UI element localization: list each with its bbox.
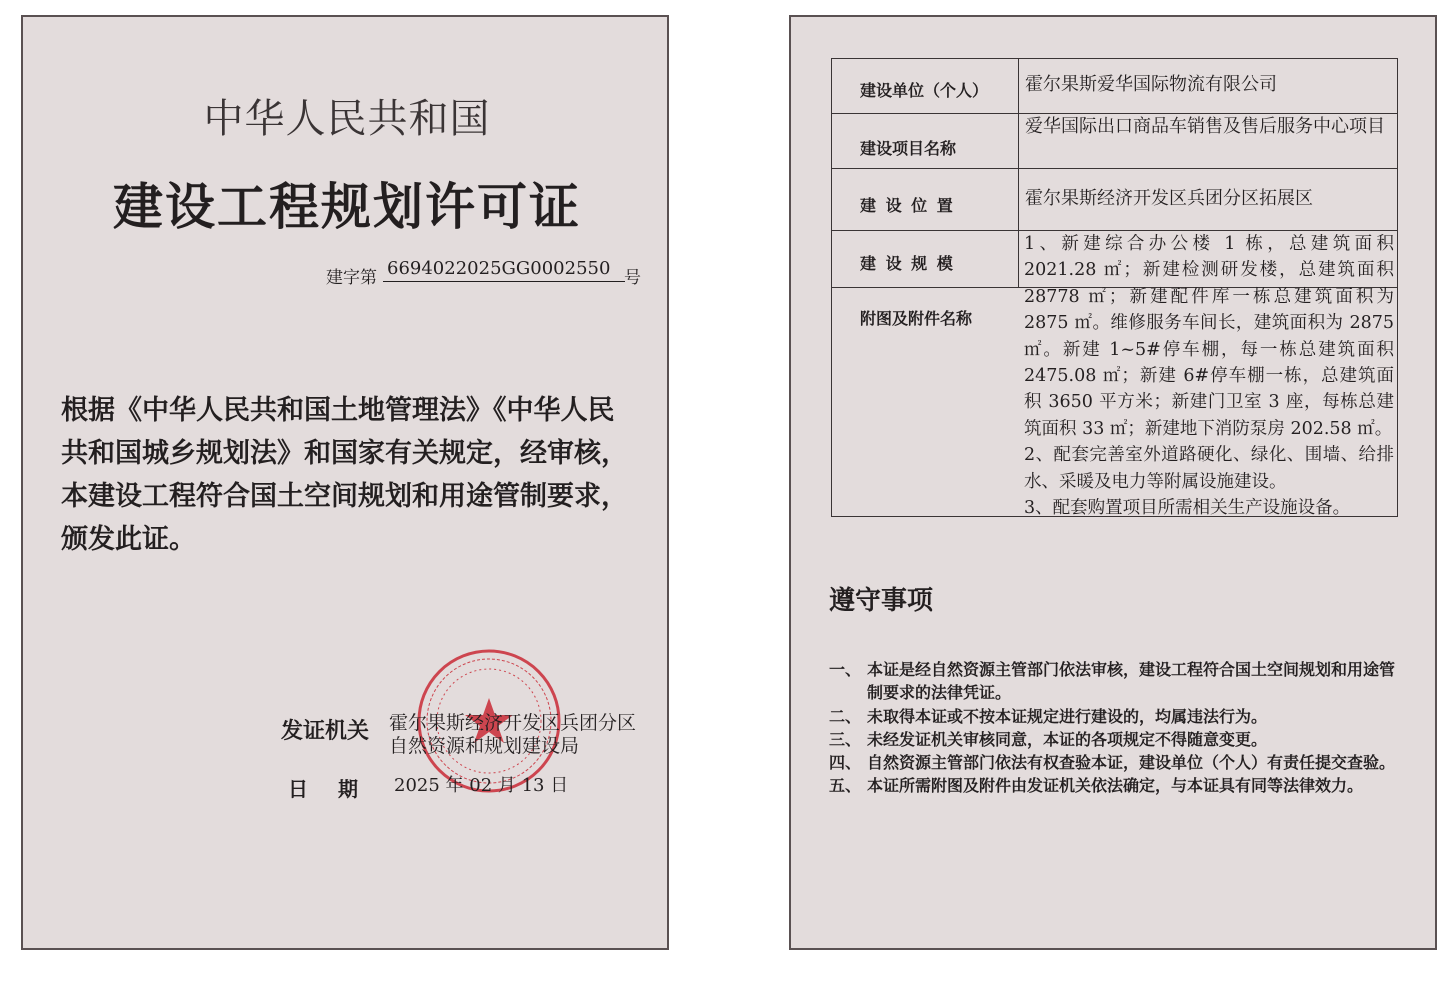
rule-number: 三、 bbox=[829, 729, 862, 749]
issuer-label: 发证机关 bbox=[281, 719, 370, 744]
certificate-back-page bbox=[789, 15, 1437, 950]
unit-value: 霍尔果斯爱华国际物流有限公司 bbox=[1025, 74, 1277, 95]
issuer-name-line2: 自然资源和规划建设局 bbox=[389, 735, 580, 757]
rule-text: 本证是经自然资源主管部门依法审核，建设工程符合国土空间规划和用途管制要求的法律凭证。 bbox=[867, 660, 1396, 703]
scale-label: 建 设 规 模 bbox=[860, 254, 955, 273]
attachments-label: 附图及附件名称 bbox=[860, 309, 973, 328]
cert-number-prefix: 建字第 bbox=[326, 268, 377, 288]
construction-scale-text bbox=[1024, 231, 1394, 521]
rule-item bbox=[829, 705, 1404, 728]
certificate-title: 建设工程规划许可证 bbox=[113, 177, 581, 236]
table-column-divider bbox=[1018, 59, 1019, 287]
rule-item bbox=[829, 658, 1404, 705]
rule-text: 自然资源主管部门依法有权查验本证，建设单位（个人）有责任提交查验。 bbox=[867, 753, 1396, 773]
rule-item bbox=[829, 751, 1404, 774]
project-name-label: 建设项目名称 bbox=[860, 139, 957, 158]
cert-number-suffix: 号 bbox=[624, 268, 641, 288]
scale-paragraph: 2、配套完善室外道路硬化、绿化、围墙、给排水、采暖及电力等附属设施建设。 bbox=[1024, 445, 1394, 492]
rule-number: 四、 bbox=[829, 753, 862, 773]
project-name-value: 爱华国际出口商品车销售及售后服务中心项目 bbox=[1025, 116, 1385, 137]
rules-title: 遵守事项 bbox=[829, 586, 934, 616]
issuer-name-line1: 霍尔果斯经济开发区兵团分区 bbox=[389, 712, 637, 734]
location-label: 建 设 位 置 bbox=[860, 196, 955, 215]
scale-paragraph: 1、新建综合办公楼 1 栋，总建筑面积 2021.28 ㎡；新建检测研发楼，总建筑面积 28778 ㎡；新建配件库一栋总建筑面积为 2875 ㎡。维修服务车间长，建筑面积为 2875 ㎡。新建 1~5#停车棚，每一栋总建筑面积 2475.08 ㎡；新建 6#停车棚一栋，总建筑面积 3650 平方米；新建门卫室 3 座，每栋总建筑面积 33 ㎡；新建地下消防泵房 202.58 ㎡。 bbox=[1024, 234, 1394, 439]
rule-number: 一、 bbox=[829, 660, 862, 679]
certificate-front-page bbox=[21, 15, 669, 950]
rule-text: 未取得本证或不按本证规定进行建设的，均属违法行为。 bbox=[867, 706, 1268, 726]
rule-number: 二、 bbox=[829, 706, 862, 726]
rule-item bbox=[829, 774, 1404, 797]
unit-label: 建设单位（个人） bbox=[860, 81, 989, 100]
issue-date: 2025 年 02 月 13 日 bbox=[394, 775, 569, 796]
cert-number: 6694022025GG0002550 bbox=[383, 257, 625, 282]
rule-number: 五、 bbox=[829, 776, 862, 796]
location-value: 霍尔果斯经济开发区兵团分区拓展区 bbox=[1025, 188, 1313, 209]
legal-basis-text: 根据《中华人民共和国土地管理法》《中华人民共和国城乡规划法》和国家有关规定，经审核，本建设工程符合国土空间规划和用途管制要求，颁发此证。 bbox=[61, 395, 628, 555]
rules-list bbox=[829, 658, 1404, 798]
date-label: 日期 bbox=[288, 777, 388, 801]
table-row-divider bbox=[832, 168, 1397, 169]
rule-text: 本证所需附图及附件由发证机关依法确定，与本证具有同等法律效力。 bbox=[867, 776, 1364, 796]
rule-item bbox=[829, 728, 1404, 751]
rule-text: 未经发证机关审核同意，本证的各项规定不得随意变更。 bbox=[867, 729, 1268, 749]
scale-paragraph: 3、配套购置项目所需相关生产设施设备。 bbox=[1024, 498, 1351, 519]
country-name: 中华人民共和国 bbox=[203, 96, 491, 142]
